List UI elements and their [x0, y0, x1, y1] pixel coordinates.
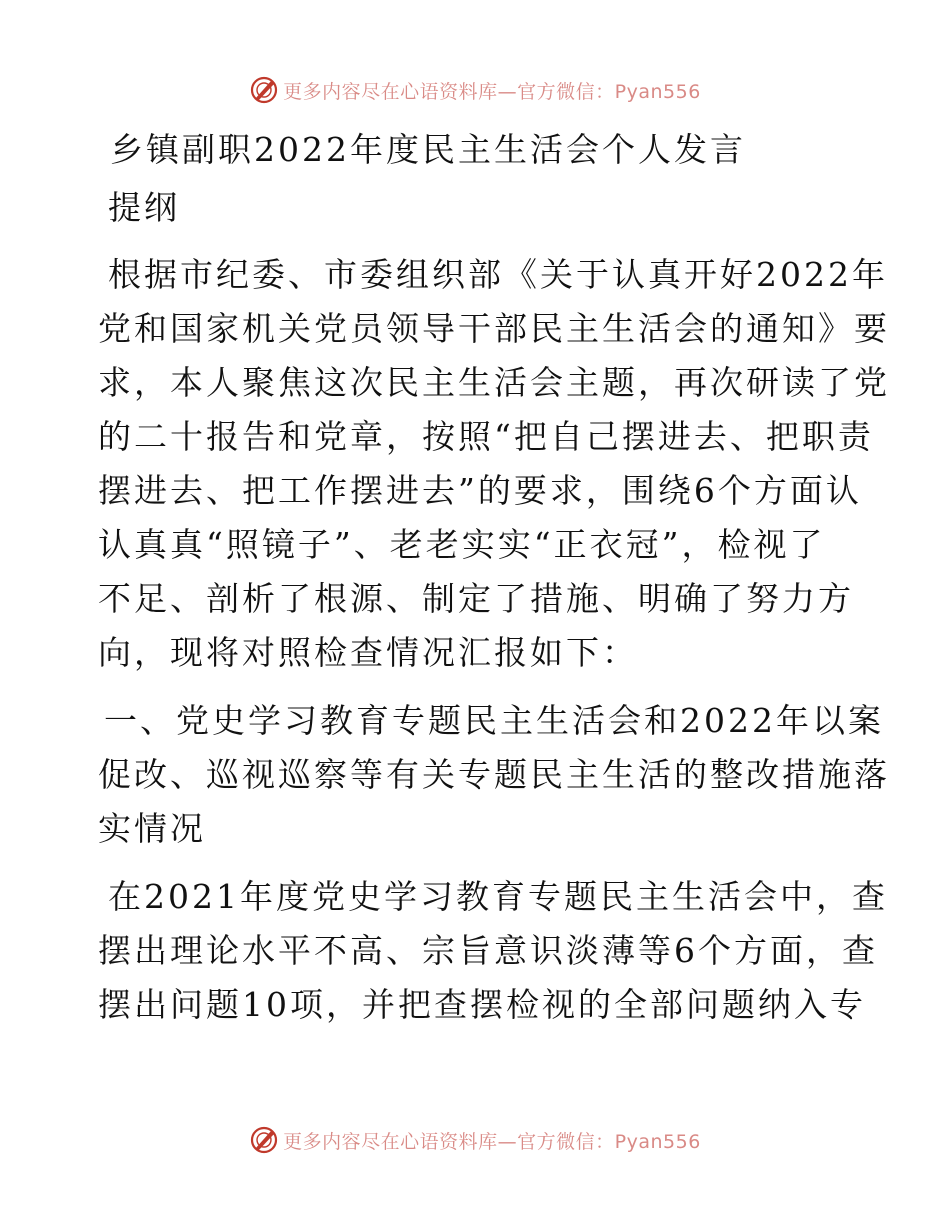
- intro-line: 党和国家机关党员领导干部民主生活会的通知》要: [98, 309, 890, 348]
- intro-line: 不足、剖析了根源、制定了措施、明确了努力方: [98, 579, 854, 618]
- intro-line: 认真真“照镜子”、老老实实“正衣冠”，检视了: [98, 525, 826, 564]
- section-para-line: 摆出理论水平不高、宗旨意识淡薄等6个方面，查: [98, 931, 878, 970]
- section-heading-line: 促改、巡视巡察等有关专题民主生活的整改措施落: [98, 755, 890, 794]
- section-heading-line: 实情况: [98, 809, 206, 848]
- intro-line: 向，现将对照检查情况汇报如下：: [98, 633, 638, 672]
- intro-line: 的二十报告和党章，按照“把自己摆进去、把职责: [98, 417, 874, 456]
- section-1-heading: [98, 694, 890, 856]
- quill-pen-seal-icon: [249, 75, 279, 105]
- section-heading-line: 一、党史学习教育专题民主生活会和2022年以案: [104, 701, 884, 740]
- header-watermark-banner: [0, 70, 950, 110]
- document-body: [98, 124, 890, 1046]
- intro-line: 根据市纪委、市委组织部《关于认真开好2022年: [108, 255, 888, 294]
- document-title: 乡镇副职2022年度民主生活会个人发言: [110, 130, 746, 169]
- watermark-text: 更多内容尽在心语资料库—官方微信：Pyan556: [283, 1130, 701, 1153]
- footer-watermark-banner: [0, 1120, 950, 1160]
- intro-paragraph: [98, 248, 890, 680]
- section-para-line: 在2021年度党史学习教育专题民主生活会中，查: [108, 877, 888, 916]
- intro-line: 摆进去、把工作摆进去”的要求，围绕6个方面认: [98, 471, 862, 510]
- watermark-text: 更多内容尽在心语资料库—官方微信：Pyan556: [283, 80, 701, 103]
- section-para-line: 摆出问题10项，并把查摆检视的全部问题纳入专: [98, 985, 866, 1024]
- document-subtitle: 提纲: [108, 188, 180, 227]
- quill-pen-seal-icon: [249, 1125, 279, 1155]
- intro-line: 求，本人聚焦这次民主生活会主题，再次研读了党: [98, 363, 890, 402]
- section-1-paragraph: [98, 870, 888, 1032]
